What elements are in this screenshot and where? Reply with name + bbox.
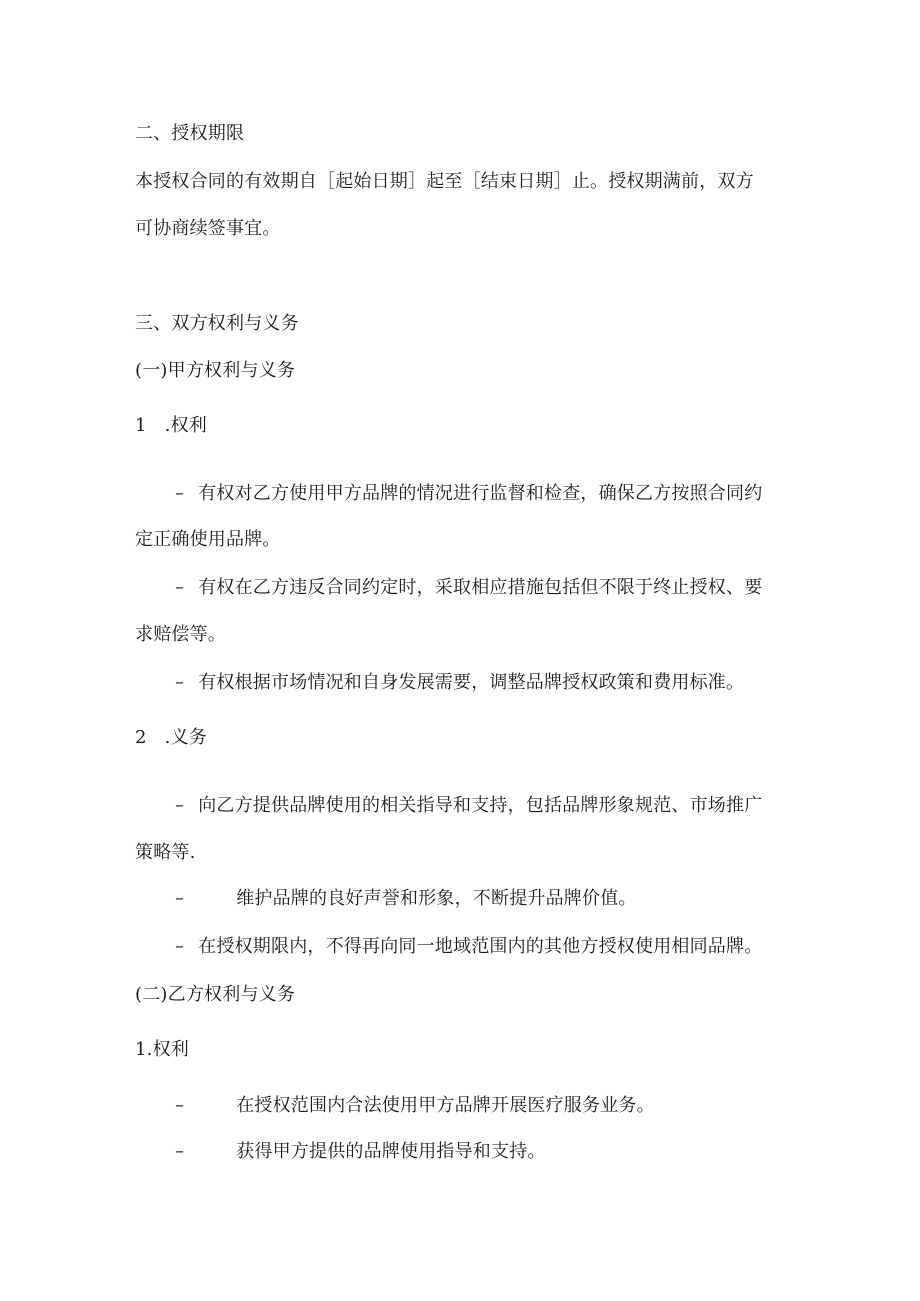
list-item-continuation: 策略等. (135, 842, 196, 863)
list-item-text: 在授权期限内，不得再向同一地域范围内的其他方授权使用相同品牌。 (198, 936, 763, 957)
list-item-text: 维护品牌的良好声誉和形象，不断提升品牌价值。 (236, 888, 637, 909)
party-a-rights-number: 1 (135, 415, 147, 436)
list-item-text: 有权在乙方违反合同约定时，采取相应措施包括但不限于终止授权、要 (198, 577, 763, 598)
list-item-continuation: 求赔偿等。 (135, 624, 226, 645)
list-item-continuation: 定正确使用品牌。 (135, 529, 281, 550)
term-paragraph-line-2: 可协商续签事宜。 (135, 218, 281, 239)
party-a-rights-label: .权利 (164, 415, 207, 436)
list-item-text: 在授权范围内合法使用甲方品牌开展医疗服务业务。 (236, 1095, 655, 1116)
list-item (175, 935, 762, 959)
list-item (175, 671, 744, 695)
dash-marker: – (175, 936, 185, 957)
party-a-duties-heading (135, 726, 207, 750)
list-item-text: 有权根据市场情况和自身发展需要，调整品牌授权政策和费用标准。 (198, 672, 745, 693)
list-item-text: 向乙方提供品牌使用的相关指导和支持，包括品牌形象规范、市场推广 (198, 795, 763, 816)
list-item (175, 887, 637, 911)
list-item (175, 1094, 655, 1118)
dash-marker: – (175, 1141, 185, 1162)
dash-marker: – (175, 1095, 185, 1116)
party-a-duties-number: 2 (135, 727, 147, 748)
party-a-duties-label: .义务 (164, 727, 207, 748)
list-item (175, 482, 762, 506)
subsection-heading-party-a: (一)甲方权利与义务 (135, 360, 296, 381)
dash-marker: – (175, 483, 185, 504)
list-item-text: 有权对乙方使用甲方品牌的情况进行监督和检查，确保乙方按照合同约 (198, 483, 763, 504)
dash-marker: – (175, 577, 185, 598)
subsection-heading-party-b: (二)乙方权利与义务 (135, 984, 296, 1005)
list-item (175, 576, 762, 600)
dash-marker: – (175, 795, 185, 816)
term-paragraph-line-1: 本授权合同的有效期自［起始日期］起至［结束日期］止。授权期满前，双方 (135, 171, 754, 192)
section-heading-rights-obligations: 三、双方权利与义务 (135, 313, 299, 334)
section-heading-term: 二、授权期限 (135, 123, 245, 144)
list-item-text: 获得甲方提供的品牌使用指导和支持。 (236, 1141, 546, 1162)
dash-marker: – (175, 888, 185, 909)
list-item (175, 1140, 546, 1164)
dash-marker: – (175, 672, 185, 693)
party-a-rights-heading (135, 414, 207, 438)
list-item (175, 794, 762, 818)
party-b-rights-heading: 1.权利 (135, 1039, 189, 1060)
